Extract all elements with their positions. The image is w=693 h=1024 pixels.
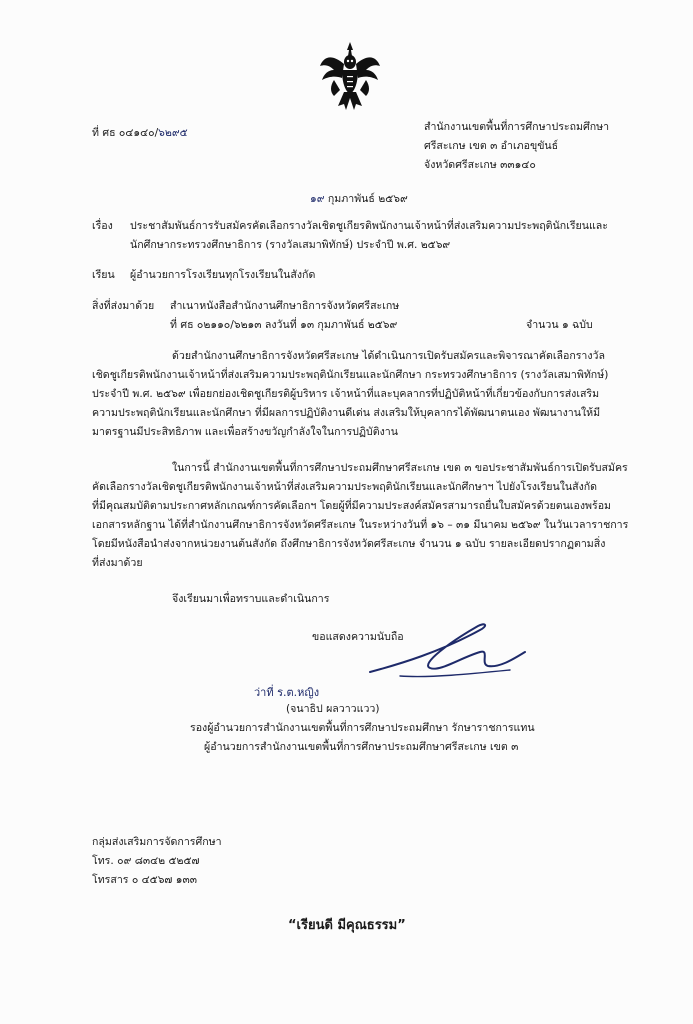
department-name: กลุ่มส่งเสริมการจัดการศึกษา: [92, 836, 222, 848]
paragraph-line: มาตรฐานมีประสิทธิภาพ และเพื่อสร้างขวัญกำลังใจในการปฏิบัติงาน: [92, 426, 398, 438]
signer-title-line: ผู้อำนวยการสำนักงานเขตพื้นที่การศึกษาประถมศึกษาศรีสะเกษ เขต ๓: [204, 741, 519, 753]
paragraph-line: ที่ส่งมาด้วย: [92, 557, 143, 569]
paragraph-line: เชิดชูเกียรติพนักงานเจ้าหน้าที่ส่งเสริมความประพฤตินักเรียนและนักศึกษา กระทรวงศึกษาธิการ (รางวัลเสมาพิทักษ์): [92, 369, 609, 381]
reference-number-handwritten: ๖๒๙๕: [158, 127, 188, 139]
motto: “เรียนดี มีคุณธรรม”: [288, 918, 406, 933]
paragraph-line: ด้วยสำนักงานศึกษาธิการจังหวัดศรีสะเกษ ได้ดำเนินการเปิดรับสมัครและพิจารณาคัดเลือกรางวัล: [172, 350, 605, 362]
handwritten-signature-icon: [330, 612, 530, 692]
office-address-line: สำนักงานเขตพื้นที่การศึกษาประถมศึกษา: [424, 121, 610, 133]
letter-date: [310, 190, 408, 207]
subject-label: เรื่อง: [92, 220, 113, 232]
date-day-handwritten: ๑๙: [310, 193, 325, 205]
paragraph-line: ที่มีคุณสมบัติตามประกาศหลักเกณฑ์การคัดเลือกฯ โดยผู้ที่มีความประสงค์สมัครสามารถยื่นใบสมัครด้วยตนเองพร้อม: [92, 500, 612, 512]
enclosure-quantity: จำนวน ๑ ฉบับ: [526, 319, 593, 331]
reference-number-label: ที่ ศธ ๐๔๑๔๐/: [92, 127, 159, 139]
salutation-text: ผู้อำนวยการโรงเรียนทุกโรงเรียนในสังกัด: [130, 269, 316, 281]
office-address-line: จังหวัดศรีสะเกษ ๓๓๑๔๐: [424, 159, 536, 171]
closing-request: จึงเรียนมาเพื่อทราบและดำเนินการ: [172, 593, 330, 605]
paragraph-line: ประจำปี พ.ศ. ๒๕๖๙ เพื่อยกย่องเชิดชูเกียรติผู้บริหาร เจ้าหน้าที่และบุคลากรที่ปฏิบัติหน้าที่เกี่ยวข้องกับการส่งเสริม: [92, 388, 600, 400]
fax-number: โทรสาร ๐ ๔๕๖๗ ๑๓๓: [92, 874, 197, 886]
enclosure-line: สำเนาหนังสือสำนักงานศึกษาธิการจังหวัดศรีสะเกษ: [170, 300, 400, 312]
signer-name: (จนาธิป ผลวาวแวว): [286, 703, 380, 715]
garuda-emblem-icon: [318, 40, 382, 112]
paragraph-line: ในการนี้ สำนักงานเขตพื้นที่การศึกษาประถมศึกษาศรีสะเกษ เขต ๓ ขอประชาสัมพันธ์การเปิดรับสมัคร: [172, 462, 628, 474]
office-address-line: ศรีสะเกษ เขต ๓ อำเภอขุขันธ์: [424, 140, 559, 152]
reference-number: [92, 124, 188, 141]
enclosure-line: ที่ ศธ ๐๒๑๑๐/๖๒๑๓ ลงวันที่ ๑๓ กุมภาพันธ์ ๒๕๖๙: [170, 319, 398, 331]
phone-number: โทร. ๐๙ ๘๓๔๒ ๕๒๕๗: [92, 855, 200, 867]
paragraph-line: คัดเลือกรางวัลเชิดชูเกียรติพนักงานเจ้าหน้าที่ส่งเสริมความประพฤตินักเรียนและนักศึกษาฯ ไปยังโรงเรียนในสังกัด: [92, 481, 598, 493]
subject-line: นักศึกษากระทรวงศึกษาธิการ (รางวัลเสมาพิทักษ์) ประจำปี พ.ศ. ๒๕๖๙: [130, 239, 451, 251]
subject-line: ประชาสัมพันธ์การรับสมัครคัดเลือกรางวัลเชิดชูเกียรติพนักงานเจ้าหน้าที่ส่งเสริมความประพฤตินักเรียนและ: [130, 220, 608, 232]
salutation-label: เรียน: [92, 269, 115, 281]
date-month-year: กุมภาพันธ์ ๒๕๖๙: [327, 193, 408, 205]
enclosure-label: สิ่งที่ส่งมาด้วย: [92, 300, 155, 312]
paragraph-line: ความประพฤตินักเรียนและนักศึกษา ที่มีผลการปฏิบัติงานดีเด่น ส่งเสริมให้บุคลากรได้พัฒนาตนเอง พัฒนางานให้มี: [92, 407, 601, 419]
closing-salutation: ขอแสดงความนับถือ: [312, 631, 404, 643]
signer-title-line: รองผู้อำนวยการสำนักงานเขตพื้นที่การศึกษาประถมศึกษา รักษาราชการแทน: [190, 722, 535, 734]
paragraph-line: เอกสารหลักฐาน ได้ที่สำนักงานศึกษาธิการจังหวัดศรีสะเกษ ในระหว่างวันที่ ๑๖ – ๓๑ มีนาคม ๒๕๖๙ ในวันเวลาราชการ: [92, 519, 629, 531]
signer-rank-handwritten: ว่าที่ ร.ต.หญิง: [254, 686, 320, 699]
paragraph-line: โดยมีหนังสือนำส่งจากหน่วยงานต้นสังกัด ถึงศึกษาธิการจังหวัดศรีสะเกษ จำนวน ๑ ฉบับ รายละเอียดปรากฏตามสิ่ง: [92, 538, 606, 550]
